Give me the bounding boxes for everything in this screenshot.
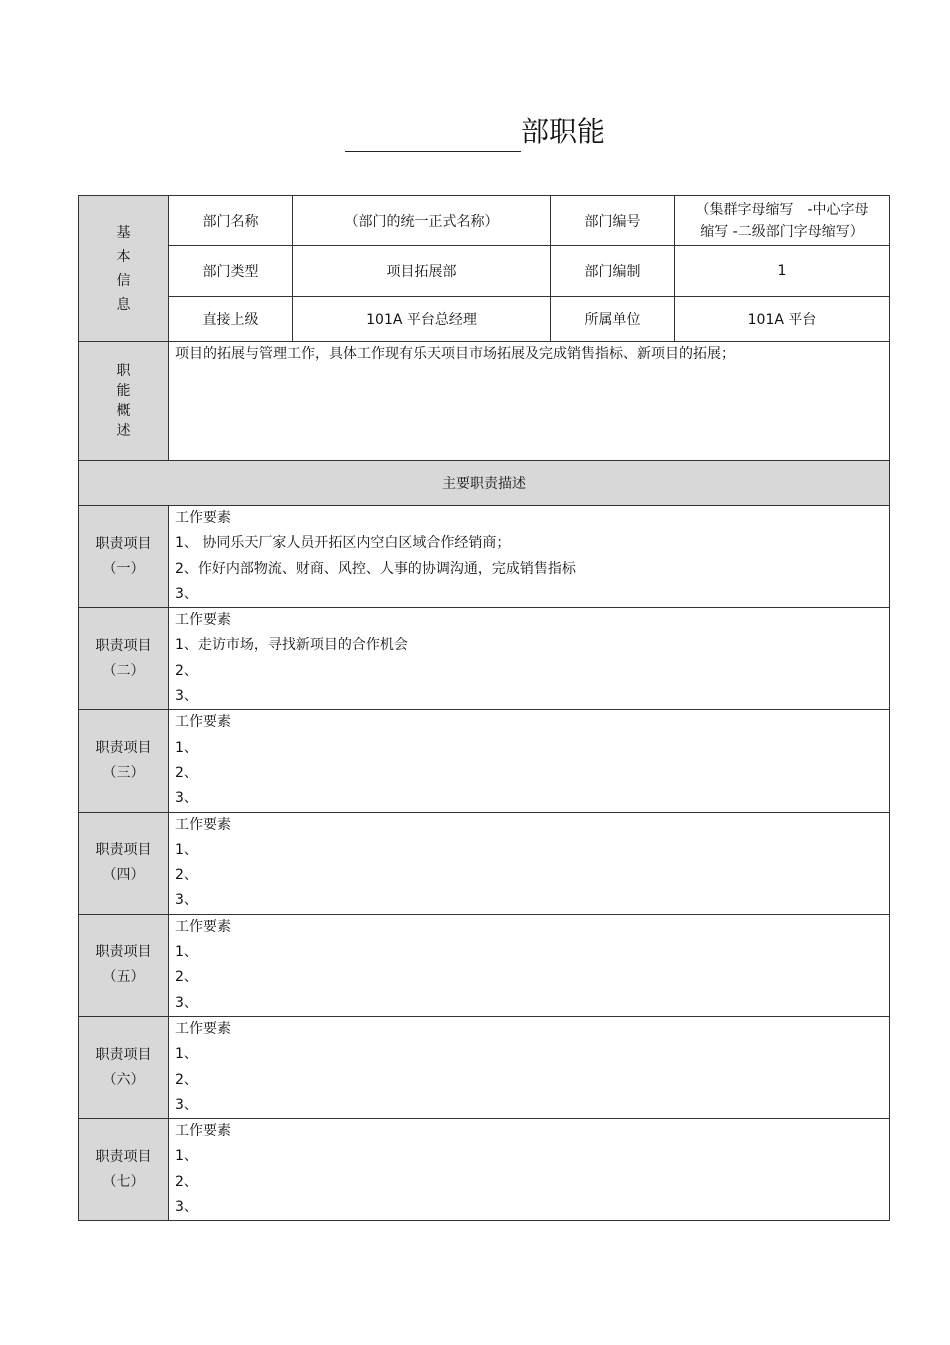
function-summary-label-char: 职 <box>116 363 131 379</box>
duty-content <box>169 812 890 914</box>
duty-line: 1、 <box>175 1148 198 1165</box>
department-name-blank <box>345 117 521 152</box>
duties-header-row <box>79 461 890 506</box>
dept-code-key: 部门编号 <box>551 196 675 246</box>
duty-line: 3、 <box>175 790 198 807</box>
duty-line: 2、 <box>175 969 198 986</box>
duty-line: 2、 <box>175 1173 198 1190</box>
duty-label-num: （五） <box>102 969 145 986</box>
duty-row <box>79 506 890 608</box>
duty-label-num: （三） <box>102 764 145 781</box>
duty-line: 2、作好内部物流、财商、风控、人事的协调沟通，完成销售指标 <box>175 560 576 577</box>
duty-label-text: 职责项目 <box>95 1046 152 1063</box>
duty-label-num: （六） <box>102 1071 145 1088</box>
duty-label-num: （七） <box>102 1173 145 1190</box>
duty-line: 1、 <box>175 1046 198 1063</box>
dept-code-line: （集群字母缩写 -中心字母 <box>695 201 869 218</box>
duty-line: 工作要素 <box>175 1020 231 1037</box>
dept-type-value: 项目拓展部 <box>293 246 551 297</box>
duty-label-text: 职责项目 <box>95 535 152 552</box>
duty-content <box>169 914 890 1016</box>
duty-label-text: 职责项目 <box>95 739 152 756</box>
duty-line: 2、 <box>175 764 198 781</box>
dept-headcount-key: 部门编制 <box>551 246 675 297</box>
basic-info-label-char: 息 <box>116 296 131 313</box>
dept-code-value <box>675 196 890 246</box>
duty-row <box>79 812 890 914</box>
dept-headcount-value: 1 <box>675 246 890 297</box>
duty-row <box>79 608 890 710</box>
basic-info-label-char: 本 <box>116 248 131 265</box>
duty-content <box>169 608 890 710</box>
basic-info-label-char: 基 <box>116 224 131 241</box>
duty-label <box>79 608 169 710</box>
duty-line: 2、 <box>175 1071 198 1088</box>
duty-line: 3、 <box>175 994 198 1011</box>
function-summary-label-char: 概 <box>116 403 131 419</box>
dept-code-line: 缩写 -二级部门字母缩写） <box>700 223 864 240</box>
basic-info-row <box>79 196 890 246</box>
dept-type-key: 部门类型 <box>169 246 293 297</box>
duty-label <box>79 914 169 1016</box>
duty-line: 工作要素 <box>175 510 231 526</box>
duty-content <box>169 506 890 608</box>
duty-label <box>79 812 169 914</box>
basic-info-row <box>79 297 890 342</box>
duty-label-num: （四） <box>102 867 145 884</box>
duty-line: 1、 协同乐天厂家人员开拓区内空白区域合作经销商； <box>175 535 511 552</box>
duty-line: 工作要素 <box>175 714 231 731</box>
duty-label-text: 职责项目 <box>95 944 152 961</box>
page-title <box>0 112 950 152</box>
direct-superior-key: 直接上级 <box>169 297 293 342</box>
duty-label-text: 职责项目 <box>95 637 152 654</box>
duty-line: 1、走访市场，寻找新项目的合作机会 <box>175 637 408 654</box>
duty-line: 工作要素 <box>175 1123 231 1140</box>
duty-line: 工作要素 <box>175 816 231 833</box>
duty-content <box>169 1119 890 1221</box>
duty-label <box>79 1119 169 1221</box>
duty-line: 1、 <box>175 944 198 961</box>
duty-content <box>169 1016 890 1118</box>
direct-superior-value: 101A 平台总经理 <box>293 297 551 342</box>
duty-content <box>169 710 890 812</box>
duty-line: 2、 <box>175 867 198 884</box>
basic-info-label <box>79 196 169 342</box>
duty-line: 工作要素 <box>175 918 231 935</box>
duty-label-text: 职责项目 <box>95 1148 152 1165</box>
function-summary-row <box>79 342 890 461</box>
duty-line: 1、 <box>175 841 198 858</box>
duty-label <box>79 1016 169 1118</box>
duty-line: 1、 <box>175 739 198 756</box>
duty-row <box>79 1016 890 1118</box>
duty-line: 3、 <box>175 585 198 602</box>
affiliation-value: 101A 平台 <box>675 297 890 342</box>
duty-label-num: （一） <box>102 560 145 577</box>
duties-header: 主要职责描述 <box>79 461 890 506</box>
duty-label-text: 职责项目 <box>95 842 152 859</box>
duty-label <box>79 710 169 812</box>
dept-name-value: （部门的统一正式名称） <box>293 196 551 246</box>
duty-line: 3、 <box>175 688 198 705</box>
function-summary-label-char: 述 <box>116 423 131 439</box>
page-title-text: 部职能 <box>520 115 605 148</box>
basic-info-row <box>79 246 890 297</box>
duty-row <box>79 1119 890 1221</box>
duty-label-num: （二） <box>102 662 145 679</box>
duty-row <box>79 914 890 1016</box>
duty-line: 2、 <box>175 662 198 679</box>
department-function-table <box>78 195 890 1221</box>
duty-row <box>79 710 890 812</box>
duty-line: 工作要素 <box>175 612 231 629</box>
dept-name-key: 部门名称 <box>169 196 293 246</box>
duty-line: 3、 <box>175 1096 198 1113</box>
function-summary-text: 项目的拓展与管理工作，具体工作现有乐天项目市场拓展及完成销售指标、新项目的拓展； <box>169 342 890 461</box>
affiliation-key: 所属单位 <box>551 297 675 342</box>
duty-line: 3、 <box>175 1199 198 1216</box>
basic-info-label-char: 信 <box>116 272 131 289</box>
duty-line: 3、 <box>175 892 198 909</box>
function-summary-label <box>79 342 169 461</box>
duty-label <box>79 506 169 608</box>
function-summary-label-char: 能 <box>116 383 131 399</box>
